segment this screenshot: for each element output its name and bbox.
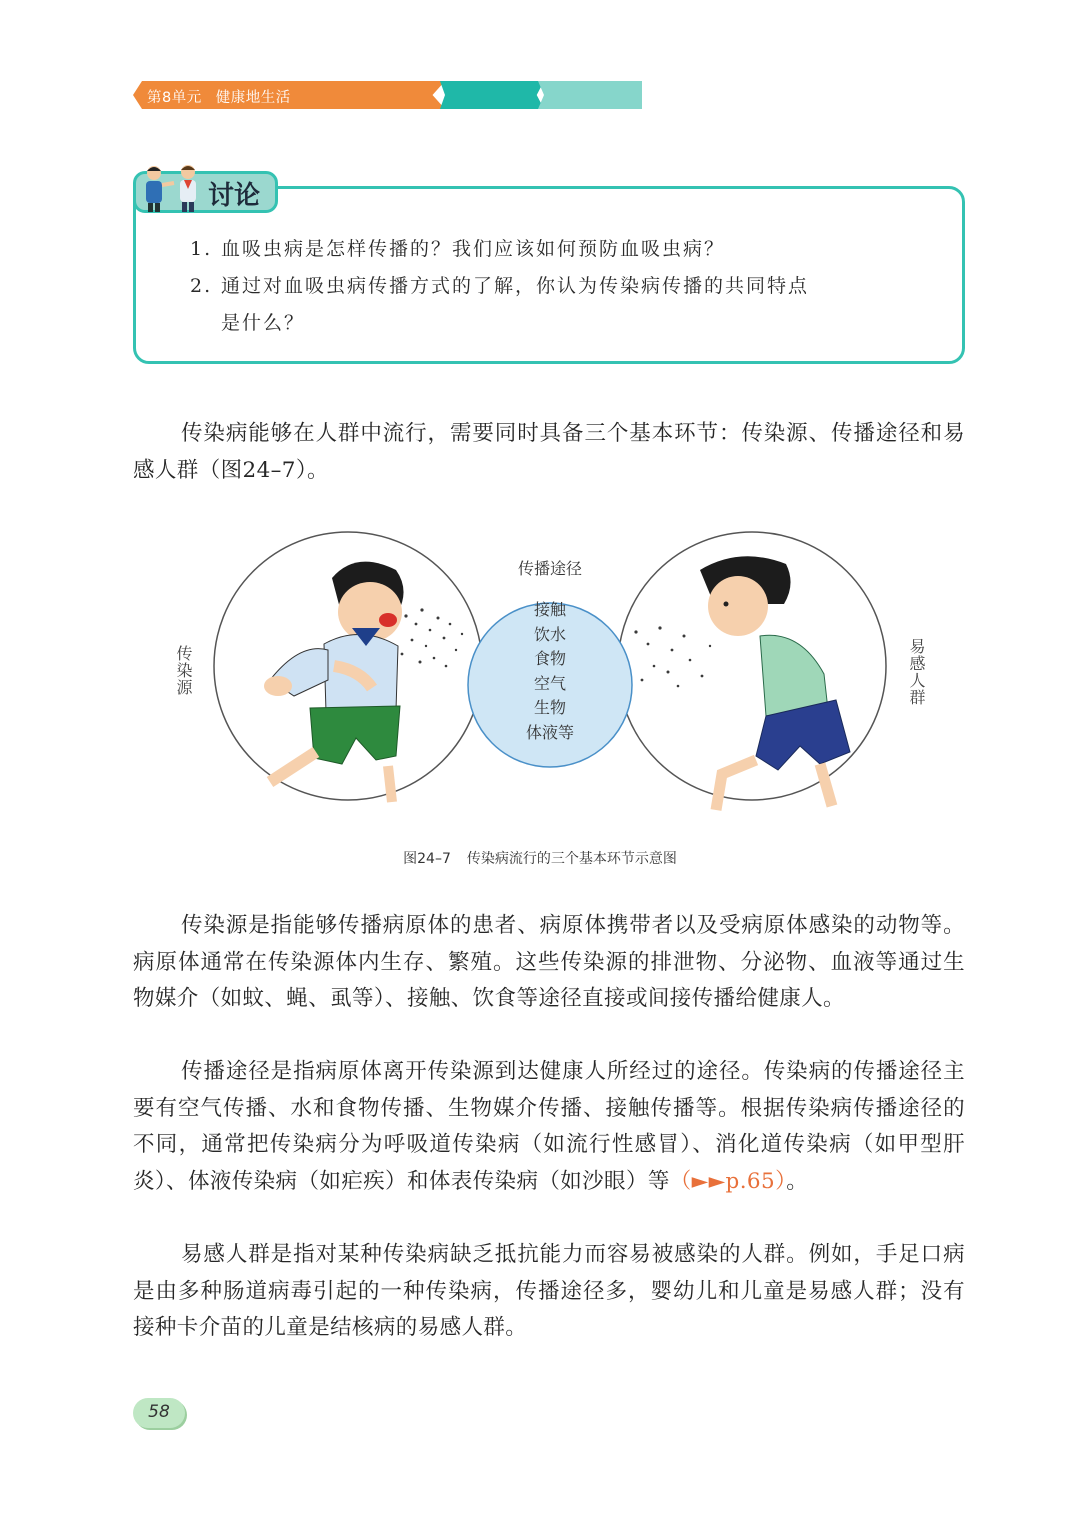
question-2-continued: 是什么？ [221, 312, 306, 334]
paragraph-route [133, 1054, 965, 1200]
paragraph-route-end: 。 [786, 1168, 809, 1194]
unit-header-text [147, 86, 305, 107]
question-2 [190, 268, 809, 304]
figure-caption [0, 848, 1080, 868]
question-1-number: 1. [190, 238, 213, 260]
route-item: 体液等 [525, 722, 574, 742]
header-accent-teal [440, 81, 544, 109]
unit-title: 健康地生活 [215, 90, 291, 106]
page-reference-link[interactable]: （►►p.65） [669, 1168, 787, 1194]
figure-caption-text: 传染病流行的三个基本环节示意图 [466, 851, 677, 867]
question-2-text: 通过对血吸虫病传播方式的了解，你认为传染病传播的共同特点 [221, 275, 810, 297]
header-accent-light [538, 81, 642, 109]
question-2-number: 2. [190, 275, 213, 297]
discussion-title: 讨论 [208, 181, 261, 211]
figure-caption-number: 图24–7 [403, 851, 451, 867]
route-title: 传播途径 [517, 559, 582, 578]
paragraph-susceptible: 易感人群是指对某种传染病缺乏抵抗能力而容易被感染的人群。例如，手足口病是由多种肠道病毒引起的一种传染病，传播途径多，婴幼儿和儿童是易感人群；没有接种卡介苗的儿童是结核病的易感人群。 [133, 1242, 965, 1340]
discussion-people-icon [138, 163, 210, 213]
unit-number: 第8单元 [147, 90, 202, 106]
paragraph-route-text: 传播途径是指病原体离开传染源到达健康人所经过的途径。传染病的传播途径主要有空气传播、水和食物传播、生物媒介传播、接触传播等。根据传染病传播途径的不同，通常把传染病分为呼吸道传染病（如流行性感冒）、消化道传染病（如甲型肝炎）、体液传染病（如疟疾）和体表传染病（如沙眼）等 [133, 1059, 965, 1194]
intro-paragraph: 传染病能够在人群中流行，需要同时具备三个基本环节：传染源、传播途径和易感人群（图24–7）。 [133, 421, 965, 483]
route-item: 生物 [533, 698, 566, 717]
question-1 [190, 231, 725, 267]
route-item: 空气 [533, 673, 566, 693]
susceptible-label: 易感人群 [907, 638, 926, 706]
route-item: 接触 [533, 600, 566, 619]
page-number: 58 [148, 1402, 170, 1422]
route-item: 饮水 [533, 624, 566, 644]
source-label: 传染源 [174, 645, 193, 696]
route-item: 食物 [533, 649, 566, 668]
paragraph-source: 传染源是指能够传播病原体的患者、病原体携带者以及受病原体感染的动物等。病原体通常在传染源体内生存、繁殖。这些传染源的排泄物、分泌物、血液等通过生物媒介（如蚊、蝇、虱等）、接触、饮食等途径直接或间接传播给健康人。 [133, 913, 965, 1011]
question-1-text: 血吸虫病是怎样传播的？我们应该如何预防血吸虫病？ [221, 238, 726, 260]
route-list [505, 598, 595, 745]
